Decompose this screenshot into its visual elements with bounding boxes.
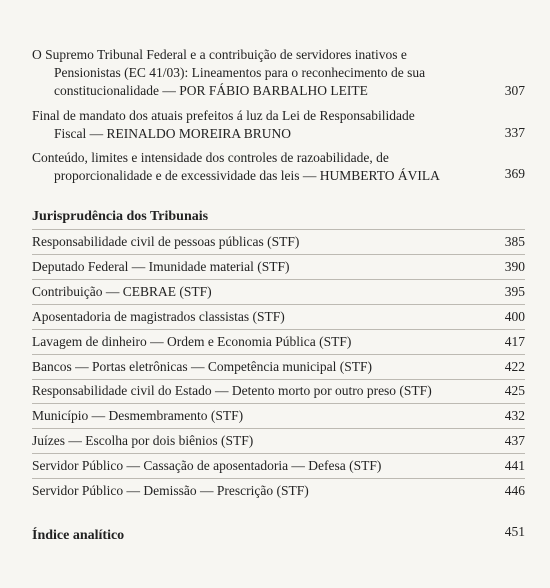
toc-row xyxy=(32,232,525,252)
toc-page-number: 441 xyxy=(504,458,525,473)
toc-row-label: Servidor Público — Demissão — Prescrição (STF) xyxy=(32,483,309,498)
toc-article-line: Final de mandato dos atuais prefeitos á luz da Lei de Responsabilidade xyxy=(32,108,415,123)
divider xyxy=(32,379,525,380)
toc-page-number: 307 xyxy=(504,83,525,98)
toc-row xyxy=(32,456,525,476)
divider xyxy=(32,403,525,404)
toc-page-number: 395 xyxy=(504,284,525,299)
toc-article-line: Fiscal — REINALDO MOREIRA BRUNO xyxy=(54,126,292,141)
toc-article-line: O Supremo Tribunal Federal e a contribuição de servidores inativos e xyxy=(32,47,407,62)
toc-row-label: Responsabilidade civil do Estado — Detento morto por outro preso (STF) xyxy=(32,383,432,398)
toc-row xyxy=(32,307,525,327)
toc-article-entry xyxy=(32,107,477,143)
toc-row-label: Aposentadoria de magistrados classistas (STF) xyxy=(32,309,285,324)
toc-row-label: Contribuição — CEBRAE (STF) xyxy=(32,284,212,299)
toc-page-number: 432 xyxy=(504,408,525,423)
toc-row-label: Lavagem de dinheiro — Ordem e Economia Pública (STF) xyxy=(32,334,352,349)
toc-page-number: 337 xyxy=(504,125,525,140)
toc-article-line: Pensionistas (EC 41/03): Lineamentos para o reconhecimento de sua xyxy=(54,65,426,80)
toc-row xyxy=(32,332,525,352)
divider xyxy=(32,428,525,429)
toc-row xyxy=(32,431,525,451)
index-title: Índice analítico xyxy=(32,528,125,543)
divider xyxy=(32,354,525,355)
divider xyxy=(32,329,525,330)
toc-page-number: 369 xyxy=(504,166,525,181)
toc-page-number: 400 xyxy=(504,309,525,324)
toc-page-number: 417 xyxy=(504,334,525,349)
divider xyxy=(32,304,525,305)
toc-article-line: Conteúdo, limites e intensidade dos controles de razoabilidade, de xyxy=(32,150,389,165)
toc-page-number: 422 xyxy=(504,359,525,374)
toc-row-label: Responsabilidade civil de pessoas públicas (STF) xyxy=(32,234,300,249)
divider xyxy=(32,478,525,479)
toc-row xyxy=(32,257,525,277)
toc-article-line: proporcionalidade e de excessividade das leis — HUMBERTO ÁVILA xyxy=(54,168,440,183)
divider xyxy=(32,453,525,454)
toc-page-number: 385 xyxy=(504,234,525,249)
toc-page-number: 390 xyxy=(504,259,525,274)
toc-row xyxy=(32,381,525,401)
toc-article-entry xyxy=(32,149,477,185)
toc-article-line: constitucionalidade — POR FÁBIO BARBALHO LEITE xyxy=(54,83,368,98)
toc-row-label: Servidor Público — Cassação de aposentadoria — Defesa (STF) xyxy=(32,458,382,473)
toc-row xyxy=(32,357,525,377)
toc-row xyxy=(32,406,525,426)
toc-row-label: Município — Desmembramento (STF) xyxy=(32,408,244,423)
toc-row xyxy=(32,481,525,501)
toc-page-number: 451 xyxy=(504,524,525,539)
divider xyxy=(32,279,525,280)
toc-page-number: 446 xyxy=(504,483,525,498)
toc-row xyxy=(32,282,525,302)
toc-row-label: Deputado Federal — Imunidade material (STF) xyxy=(32,259,290,274)
toc-row-label: Juízes — Escolha por dois biênios (STF) xyxy=(32,433,254,448)
toc-article-entry xyxy=(32,46,477,100)
divider xyxy=(32,254,525,255)
section-title: Jurisprudência dos Tribunais xyxy=(32,209,209,224)
divider xyxy=(32,229,525,230)
toc-page-number: 425 xyxy=(504,383,525,398)
toc-row-label: Bancos — Portas eletrônicas — Competência municipal (STF) xyxy=(32,359,373,374)
toc-page-number: 437 xyxy=(504,433,525,448)
